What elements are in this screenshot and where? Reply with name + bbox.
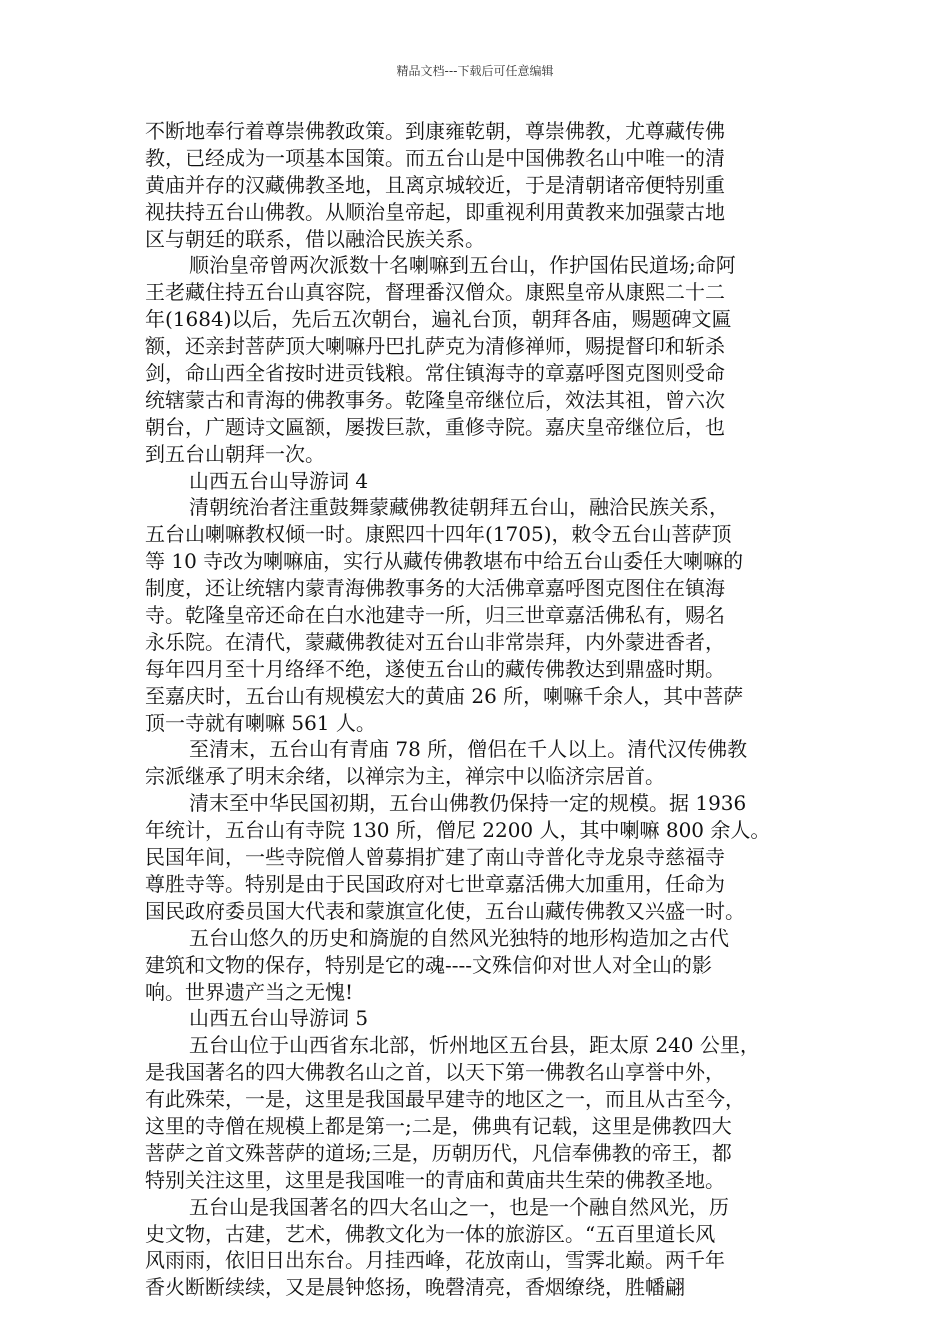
text-line: 建筑和文物的保存，特别是它的魂----文殊信仰对世人对全山的影	[145, 952, 713, 977]
text-line: 区与朝廷的联系，借以融洽民族关系。	[145, 226, 485, 251]
text-line: 王老藏住持五台山真容院，督理番汉僧众。康熙皇帝从康熙二十二	[145, 280, 725, 305]
text-line: 民国年间，一些寺院僧人曾募捐扩建了南山寺普化寺龙泉寺慈福寺	[145, 845, 725, 870]
text-line: 年(1684)以后，先后五次朝台，遍礼台顶，朝拜各庙，赐题碑文匾	[145, 307, 732, 332]
text-line: 国民政府委员国大代表和蒙旗宣化使，五台山藏传佛教又兴盛一时。	[145, 898, 745, 923]
text-line: 山西五台山导游词 4	[189, 468, 369, 493]
text-line: 朝台，广题诗文匾额，屡拨巨款，重修寺院。嘉庆皇帝继位后，也	[145, 414, 725, 439]
text-line: 五台山是我国著名的四大名山之一，也是一个融自然风光，历	[189, 1194, 729, 1219]
text-line: 五台山喇嘛教权倾一时。康熙四十四年(1705)，敕令五台山菩萨顶	[145, 522, 732, 547]
text-line: 特别关注这里，这里是我国唯一的青庙和黄庙共生荣的佛教圣地。	[145, 1167, 725, 1192]
text-line: 这里的寺僧在规模上都是第一;二是，佛典有记载，这里是佛教四大	[145, 1113, 732, 1138]
text-line: 清朝统治者注重鼓舞蒙藏佛教徒朝拜五台山，融洽民族关系，	[189, 495, 729, 520]
text-line: 菩萨之首文殊菩萨的道场;三是，历朝历代，凡信奉佛教的帝王，都	[145, 1140, 732, 1165]
text-line: 五台山悠久的历史和旖旎的自然风光独特的地形构造加之古代	[189, 925, 729, 950]
text-line: 黄庙并存的汉藏佛教圣地，且离京城较近，于是清朝诸帝便特别重	[145, 172, 725, 197]
document-body	[145, 118, 805, 1301]
text-line: 额，还亲封菩萨顶大喇嘛丹巴扎萨克为清修禅师，赐提督印和斩杀	[145, 334, 725, 359]
text-line: 视扶持五台山佛教。从顺治皇帝起，即重视利用黄教来加强蒙古地	[145, 199, 725, 224]
text-line: 风雨雨，依旧日出东台。月挂西峰，花放南山，雪霁北巅。两千年	[145, 1248, 725, 1273]
text-line: 五台山位于山西省东北部，忻州地区五台县，距太原 240 公里，	[189, 1033, 760, 1058]
text-line: 等 10 寺改为喇嘛庙，实行从藏传佛教堪布中给五台山委任大喇嘛的	[145, 549, 744, 574]
text-line: 尊胜寺等。特别是由于民国政府对七世章嘉活佛大加重用，任命为	[145, 871, 725, 896]
text-line: 响。世界遗产当之无愧!	[145, 979, 354, 1004]
text-line: 不断地奉行着尊崇佛教政策。到康雍乾朝，尊崇佛教，尤尊藏传佛	[145, 119, 725, 143]
text-line: 至清末，五台山有青庙 78 所，僧侣在千人以上。清代汉传佛教	[189, 737, 748, 762]
text-line: 制度，还让统辖内蒙青海佛教事务的大活佛章嘉呼图克图住在镇海	[145, 576, 725, 601]
text-line: 有此殊荣，一是，这里是我国最早建寺的地区之一，而且从古至今，	[145, 1087, 745, 1112]
text-line: 宗派继承了明末余绪，以禅宗为主，禅宗中以临济宗居首。	[145, 764, 665, 789]
text-line: 是我国著名的四大佛教名山之首，以天下第一佛教名山享誉中外，	[145, 1060, 725, 1085]
text-line: 清末至中华民国初期，五台山佛教仍保持一定的规模。据 1936	[189, 791, 747, 816]
text-line: 到五台山朝拜一次。	[145, 441, 325, 466]
text-line: 至嘉庆时，五台山有规模宏大的黄庙 26 所，喇嘛千余人，其中菩萨	[145, 683, 744, 708]
text-line: 史文物，古建，艺术，佛教文化为一体的旅游区。“五百里道长风	[145, 1221, 716, 1246]
text-line: 寺。乾隆皇帝还命在白水池建寺一所，归三世章嘉活佛私有，赐名	[145, 603, 725, 628]
text-line: 统辖蒙古和青海的佛教事务。乾隆皇帝继位后，效法其祖，曾六次	[145, 387, 725, 412]
text-line: 年统计，五台山有寺院 130 所，僧尼 2200 人，其中喇嘛 800 余人。	[145, 818, 771, 843]
text-line: 永乐院。在清代，蒙藏佛教徒对五台山非常崇拜，内外蒙进香者，	[145, 629, 725, 654]
text-line: 香火断断续续，又是晨钟悠扬，晚磬清亮，香烟缭绕，胜幡翩	[145, 1275, 685, 1300]
text-line: 每年四月至十月络绎不绝，遂使五台山的藏传佛教达到鼎盛时期。	[145, 656, 725, 681]
text-line: 山西五台山导游词 5	[189, 1006, 369, 1031]
text-line: 教，已经成为一项基本国策。而五台山是中国佛教名山中唯一的清	[145, 145, 725, 170]
text-line: 顺治皇帝曾两次派数十名喇嘛到五台山，作护国佑民道场;命阿	[189, 253, 736, 278]
text-line: 顶一寺就有喇嘛 561 人。	[145, 710, 376, 735]
page-header: 精品文档---下载后可任意编辑	[396, 64, 554, 78]
text-line: 剑，命山西全省按时进贡钱粮。常住镇海寺的章嘉呼图克图则受命	[145, 361, 725, 386]
